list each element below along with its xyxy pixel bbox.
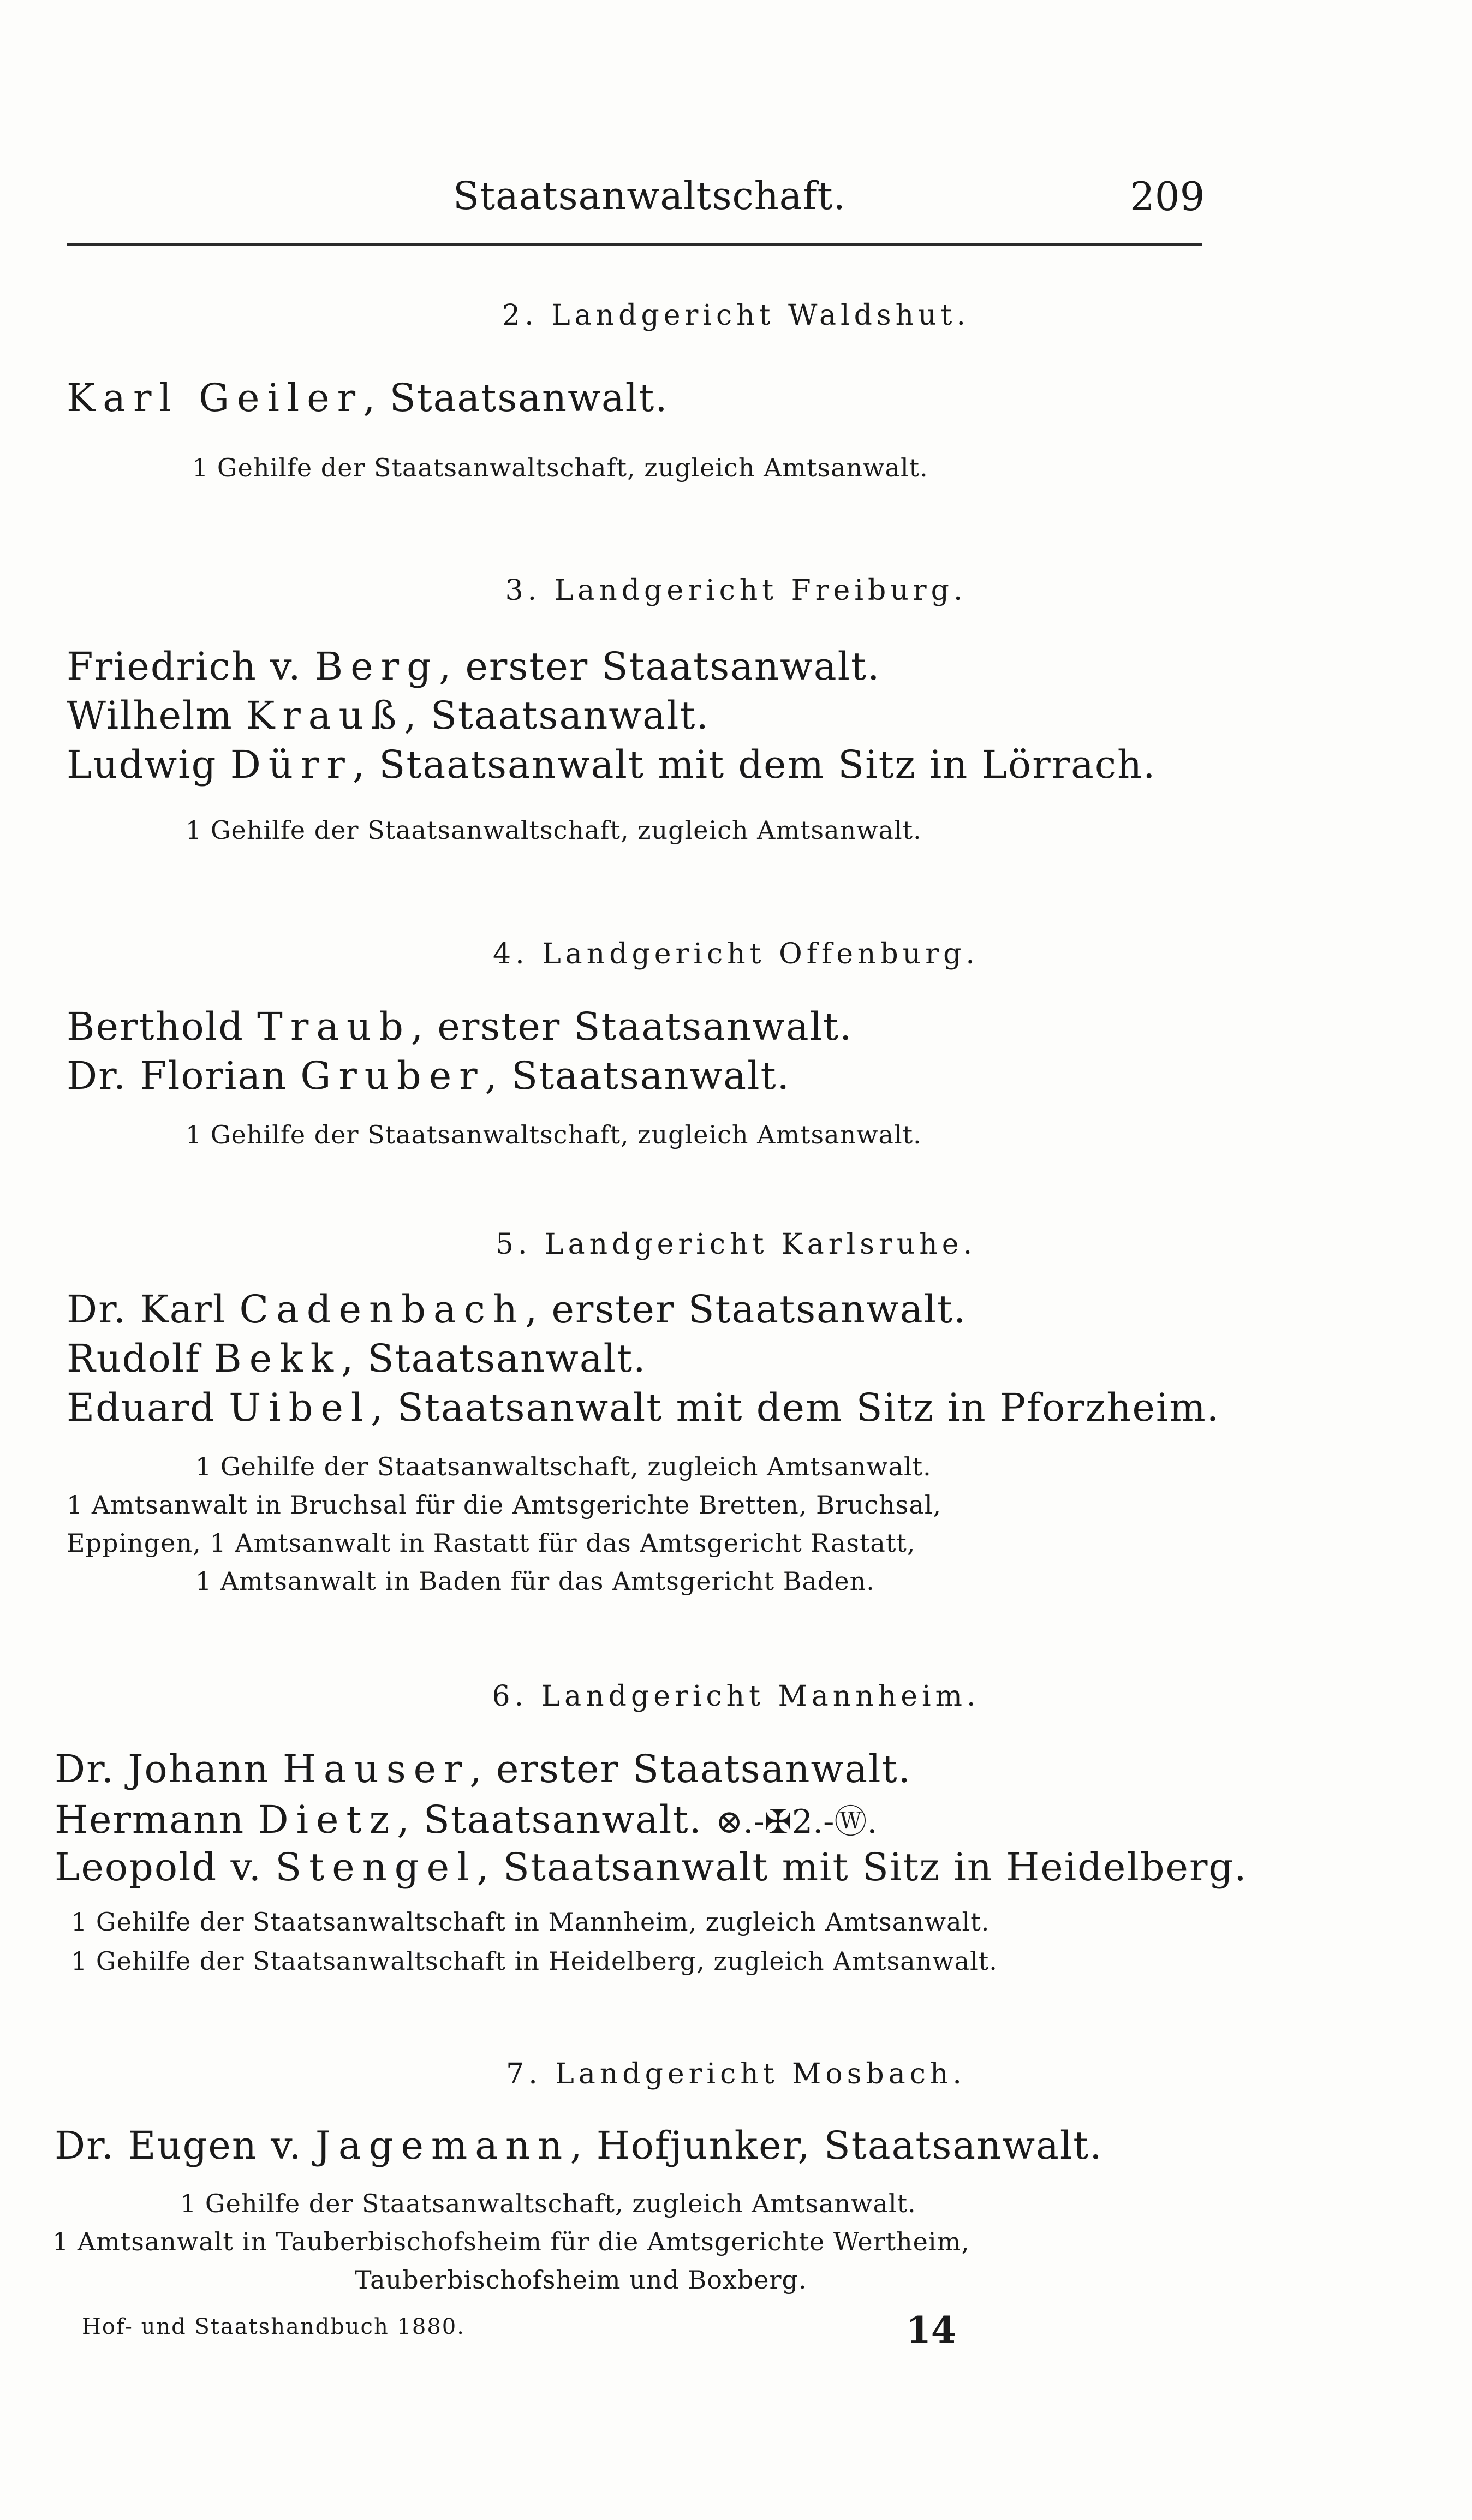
person-line: [67, 742, 1156, 787]
note-line: Eppingen, 1 Amtsanwalt in Rastatt für das Amtsgericht Rastatt,: [67, 1528, 916, 1558]
note-line: 1 Gehilfe der Staatsanwaltschaft, zugleich Amtsanwalt.: [195, 1452, 932, 1481]
person-line: [67, 1385, 1220, 1430]
section-heading-karlsruhe: 5. Landgericht Karlsruhe.: [495, 1228, 977, 1261]
person-line: [67, 693, 710, 738]
note-line: 1 Gehilfe der Staatsanwaltschaft in Heidelberg, zugleich Amtsanwalt.: [71, 1946, 998, 1976]
person-given-name: Eduard: [67, 1385, 229, 1430]
person-given-name: Dr. Eugen v.: [55, 2123, 315, 2168]
note-line: 1 Amtsanwalt in Tauberbischofsheim für die Amtsgerichte Wertheim,: [52, 2227, 970, 2256]
person-name: Uibel: [229, 1385, 371, 1430]
running-title: Staatsanwaltschaft.: [453, 174, 846, 218]
person-line: [67, 644, 880, 689]
person-name: Dietz: [258, 1797, 397, 1842]
order-decorations-icon: ⊗.-✠2.-Ⓦ.: [716, 1803, 878, 1841]
note-line: 1 Amtsanwalt in Bruchsal für die Amtsgerichte Bretten, Bruchsal,: [67, 1490, 942, 1520]
person-given-name: Wilhelm: [67, 693, 247, 738]
person-name: Bekk: [213, 1336, 341, 1381]
person-role: , Staatsanwalt.: [341, 1336, 647, 1381]
person-line: [67, 376, 668, 420]
person-role: , Staatsanwalt.: [404, 693, 710, 738]
section-heading-freiburg: 3. Landgericht Freiburg.: [505, 574, 967, 607]
person-given-name: Dr. Karl: [67, 1287, 240, 1332]
header-rule: [67, 243, 1202, 246]
section-heading-mannheim: 6. Landgericht Mannheim.: [492, 1680, 980, 1713]
person-name: Jagemann: [315, 2123, 570, 2168]
person-name: Cadenbach: [239, 1287, 525, 1332]
person-given-name: Berthold: [67, 1004, 258, 1049]
person-role: , Staatsanwalt mit dem Sitz in Lörrach.: [352, 742, 1157, 787]
person-line: [55, 1845, 1247, 1890]
person-given-name: Dr. Johann: [55, 1747, 283, 1791]
person-line: [67, 1336, 646, 1381]
person-line: [55, 1796, 878, 1843]
person-name: Krauß: [246, 693, 404, 738]
person-given-name: Leopold v.: [55, 1845, 276, 1890]
person-role: , Hofjunker, Staatsanwalt.: [570, 2123, 1103, 2168]
sheet-number: 14: [906, 2309, 956, 2351]
section-heading-waldshut: 2. Landgericht Waldshut.: [502, 299, 970, 332]
person-line: [67, 1287, 967, 1332]
person-line: [67, 1053, 790, 1098]
person-line: [55, 2123, 1103, 2168]
note-line: 1 Gehilfe der Staatsanwaltschaft, zugleich Amtsanwalt.: [186, 1120, 922, 1149]
person-given-name: Friedrich v.: [67, 644, 315, 689]
section-heading-mosbach: 7. Landgericht Mosbach.: [506, 2058, 966, 2090]
note-line: 1 Gehilfe der Staatsanwaltschaft, zugleich Amtsanwalt.: [186, 815, 922, 845]
person-name: Traub: [257, 1004, 411, 1049]
person-name: Stengel: [275, 1845, 477, 1890]
person-role: , erster Staatsanwalt.: [438, 644, 881, 689]
note-line: 1 Gehilfe der Staatsanwaltschaft, zugleich Amtsanwalt.: [180, 2189, 916, 2218]
person-name: Hauser: [282, 1747, 470, 1791]
note-line: 1 Gehilfe der Staatsanwaltschaft, zugleich Amtsanwalt.: [192, 453, 928, 482]
person-role: , Staatsanwalt.: [363, 376, 669, 420]
person-name: Dürr: [230, 742, 353, 787]
person-role: , erster Staatsanwalt.: [410, 1004, 853, 1049]
footer-source: Hof- und Staatshandbuch 1880.: [82, 2314, 465, 2339]
person-name: Berg: [314, 644, 439, 689]
person-role: , erster Staatsanwalt.: [469, 1747, 911, 1791]
person-given-name: Ludwig: [67, 742, 230, 787]
page-number: 209: [1130, 174, 1205, 219]
person-role: , Staatsanwalt mit dem Sitz in Pforzheim.: [371, 1385, 1220, 1430]
person-given-name: Rudolf: [67, 1336, 214, 1381]
person-role: , Staatsanwalt mit Sitz in Heidelberg.: [476, 1845, 1248, 1890]
note-line: Tauberbischofsheim und Boxberg.: [355, 2265, 807, 2295]
section-heading-offenburg: 4. Landgericht Offenburg.: [493, 938, 979, 970]
note-line: 1 Amtsanwalt in Baden für das Amtsgericht Baden.: [195, 1566, 875, 1596]
person-role: , erster Staatsanwalt.: [525, 1287, 967, 1332]
person-role: , Staatsanwalt.: [485, 1053, 790, 1098]
person-given-name: Hermann: [55, 1797, 258, 1842]
note-line: 1 Gehilfe der Staatsanwaltschaft in Mannheim, zugleich Amtsanwalt.: [71, 1907, 990, 1937]
person-line: [55, 1747, 911, 1791]
person-line: [67, 1004, 853, 1049]
person-role: , Staatsanwalt.: [397, 1797, 716, 1842]
person-name: Karl Geiler: [67, 376, 363, 420]
person-name: Gruber: [300, 1053, 485, 1098]
person-given-name: Dr. Florian: [67, 1053, 301, 1098]
